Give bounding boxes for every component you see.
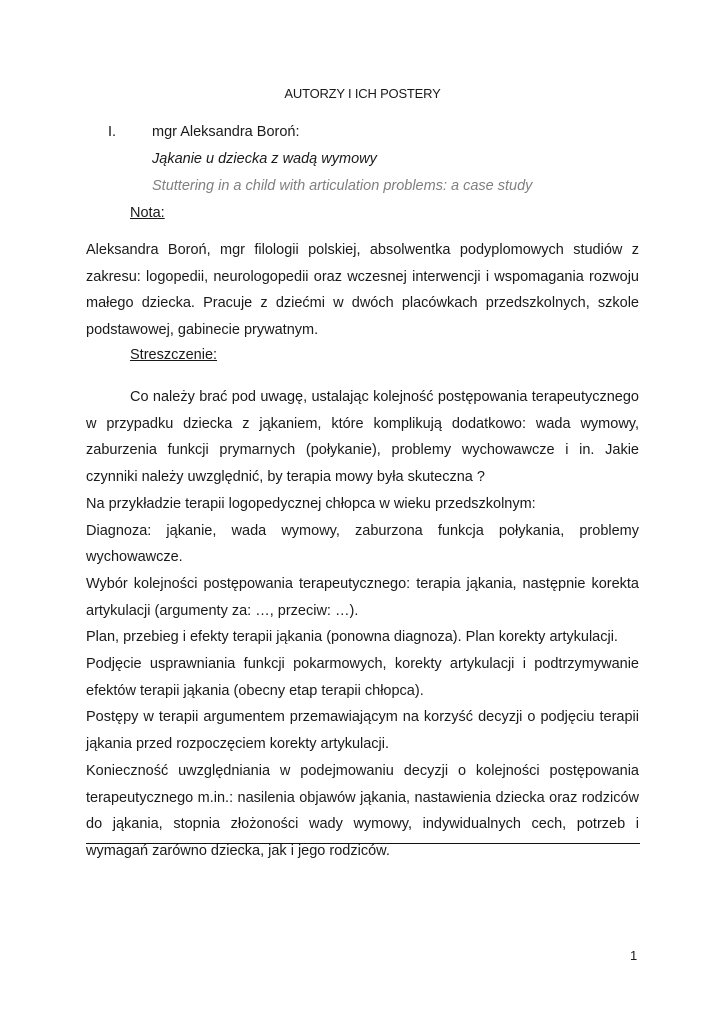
poster-title-polish: Jąkanie u dziecka z wadą wymowy (152, 151, 377, 167)
entry-number: I. (108, 124, 117, 140)
nota-label: Nota: (130, 205, 165, 221)
abstract-label: Streszczenie: (130, 347, 218, 363)
abstract-paragraph: Plan, przebieg i efekty terapii jąkania (ponowna diagnoza). Plan korekty artykulacji. (86, 629, 618, 646)
horizontal-divider (86, 843, 640, 844)
abstract-paragraph: Postępy w terapii argumentem przemawiającym na korzyść decyzji o podjęciu terapii jąkania przed rozpoczęciem korekty artykulacji. (86, 709, 639, 753)
poster-title-english: Stuttering in a child with articulation problems: a case study (152, 178, 533, 194)
abstract-paragraph: Konieczność uwzględniania w podejmowaniu decyzji o kolejności postępowania terapeutycznego m.in.: nasilenia objawów jąkania, nastawienia dziecka oraz rodziców do jąkania, stopnia złożoności wady wymowy, indywidualnych cech, potrzeb i wymagań zarówno dziecka, jak i jego rodziców. (86, 762, 639, 859)
author-name: mgr Aleksandra Boroń: (152, 124, 300, 140)
abstract-paragraph: Na przykładzie terapii logopedycznej chłopca w wieku przedszkolnym: (86, 495, 536, 512)
abstract-paragraph: Wybór kolejności postępowania terapeutycznego: terapia jąkania, następnie korekta artykulacji (argumenty za: …, przeciw: …). (86, 575, 639, 619)
page-number: 1 (630, 948, 638, 963)
section-heading: AUTORZY I ICH POSTERY (284, 86, 441, 101)
abstract-body (86, 384, 639, 865)
author-bio: Aleksandra Boroń, mgr filologii polskiej, absolwentka podyplomowych studiów z zakresu: logopedii, neurologopedii oraz wczesnej interwencji i wspomagania rozwoju małego dziecka. Pracuje z dziećmi w dwóch placówkach przedszkolnych, szkole podstawowej, gabinecie prywatnym. (86, 242, 639, 339)
abstract-paragraph: Co należy brać pod uwagę, ustalając kolejność postępowania terapeutycznego w przypadku dziecka z jąkaniem, które komplikują dodatkowo: wada wymowy, zaburzenia funkcji prymarnych (połykanie), problemy wychowawcze i in. Jakie czynniki należy uwzględnić, by terapia mowy była skuteczna ? (86, 389, 639, 486)
abstract-paragraph: Podjęcie usprawniania funkcji pokarmowych, korekty artykulacji i podtrzymywanie efektów terapii jąkania (obecny etap terapii chłopca). (86, 656, 639, 699)
abstract-paragraph: Diagnoza: jąkanie, wada wymowy, zaburzona funkcja połykania, problemy wychowawcze. (86, 522, 639, 566)
